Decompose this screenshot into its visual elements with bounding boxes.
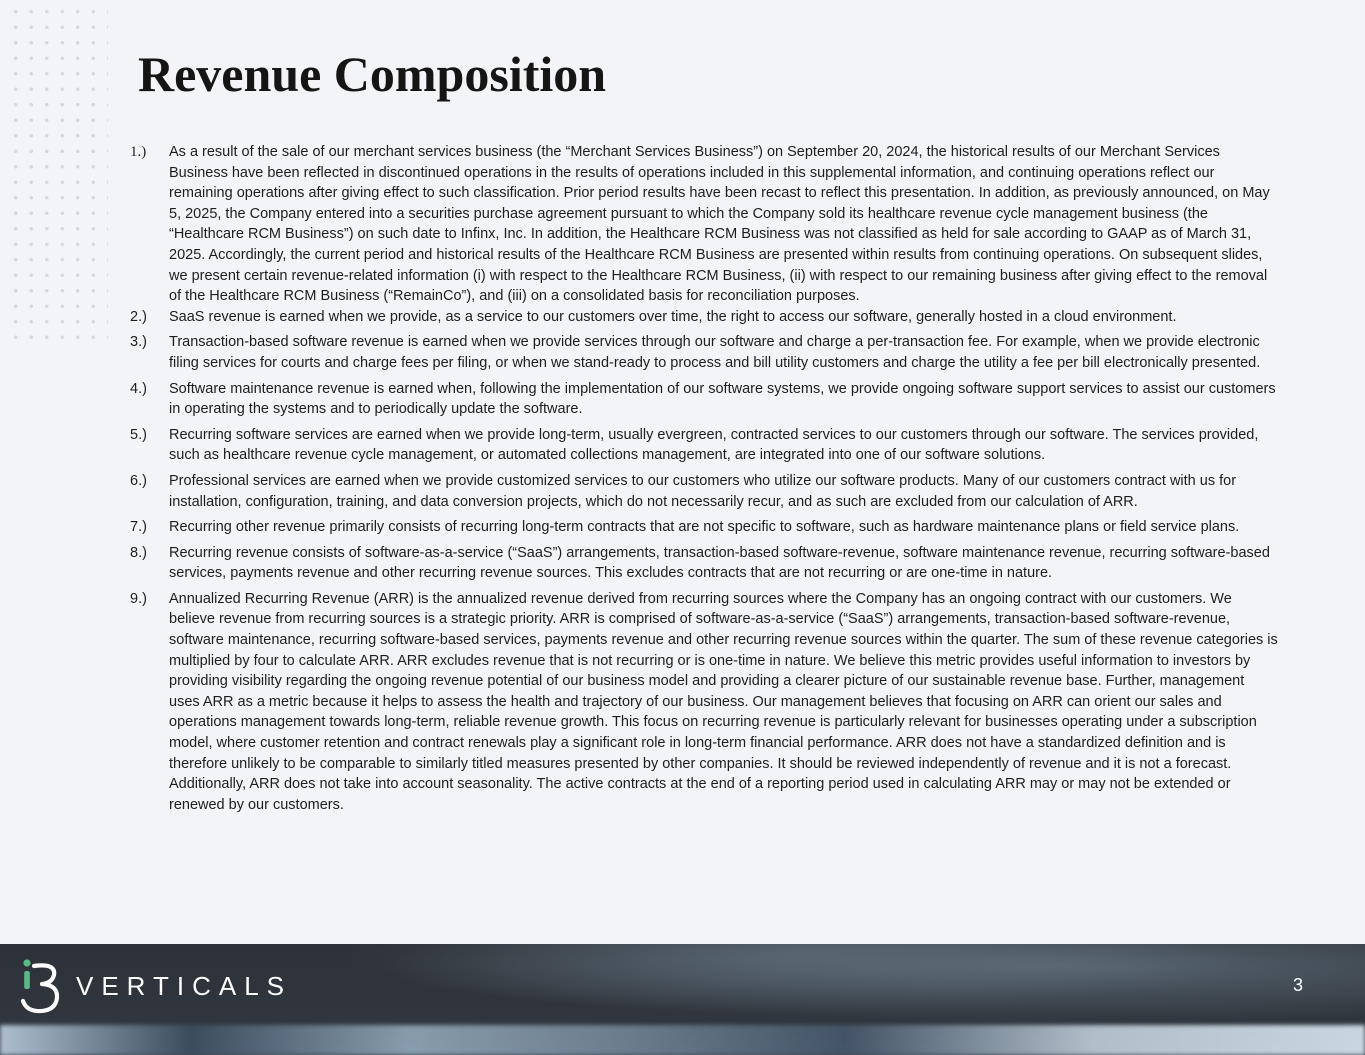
footnote-text: Recurring other revenue primarily consists of recurring long-term contracts that are not specific to software, such as hardware maintenance plans or field service plans.	[169, 519, 1240, 536]
decorative-dot-grid	[8, 4, 108, 344]
logo-wordmark: VERTICALS	[76, 970, 293, 1001]
slide-footer	[0, 944, 1365, 1055]
footnote-number: 2.)	[130, 308, 147, 325]
footnote-number: 1.)	[130, 144, 147, 160]
footnote-item	[130, 517, 1278, 538]
company-logo	[18, 957, 292, 1015]
footnote-text: Recurring revenue consists of software-as-a-service (“SaaS”) arrangements, transaction-based software-revenue, software maintenance revenue, recurring software-based services, payments revenue and other recurring revenue sources. This excludes contracts that are not recurring or are one-time in nature.	[169, 544, 1270, 582]
page-number: 3	[1292, 975, 1303, 995]
footnote-number: 4.)	[130, 380, 147, 397]
footnote-item	[130, 307, 1278, 328]
footnote-item	[130, 425, 1278, 466]
footnote-number: 9.)	[130, 590, 147, 607]
footnote-item	[130, 379, 1278, 420]
footnote-number: 6.)	[130, 472, 147, 489]
footnote-text: Software maintenance revenue is earned when, following the implementation of our software systems, we provide ongoing software support services to assist our customers in operating the systems and to periodically update the software.	[169, 380, 1276, 418]
footnote-text: Transaction-based software revenue is earned when we provide services through our software and charge a per-transaction fee. For example, when we provide electronic filing services for courts and charge fees per filing, or when we stand-ready to process and bill utility customers and charge the utility a fee per bill electronically presented.	[169, 334, 1261, 371]
footnote-text: Recurring software services are earned when we provide long-term, usually evergreen, contracted services to our customers through our software. The services provided, such as healthcare revenue cycle management, or automated collections management, are integrated into one of our software solutions.	[169, 426, 1259, 464]
footer-image-band	[0, 1025, 1365, 1055]
footnote-text: SaaS revenue is earned when we provide, as a service to our customers over time, the right to access our software, generally hosted in a cloud environment.	[169, 308, 1177, 325]
footnote-item	[130, 142, 1278, 307]
footnote-text: Professional services are earned when we provide customized services to our customers who utilize our software products. Many of our customers contract with us for installation, configuration, training, and data conversion projects, which do not necessarily recur, and as such are excluded from our calculation of ARR.	[169, 472, 1237, 510]
footnote-number: 3.)	[130, 334, 147, 351]
footnote-number: 5.)	[130, 426, 147, 443]
footnote-number: 8.)	[130, 544, 147, 561]
footnote-item	[130, 589, 1278, 816]
footnote-number: 7.)	[130, 519, 147, 536]
footnote-item	[130, 332, 1278, 373]
page-title: Revenue Composition	[138, 46, 607, 102]
footnote-item	[130, 471, 1278, 512]
footnote-text: As a result of the sale of our merchant services business (the “Merchant Services Business”) on September 20, 2024, the historical results of our Merchant Services Business have been reflected in discontinued operations in the results of operations included in this supplemental information, and continuing operations reflect our remaining operations after giving effect to such classification. Prior period results have been recast to reflect this presentation. In addition, as previously announced, on May 5, 2025, the Company entered into a securities purchase agreement pursuant to which the Company sold its healthcare revenue cycle management business (the “Healthcare RCM Business”) on such date to Infinx, Inc. In addition, the Healthcare RCM Business was not classified as held for sale according to GAAP as of March 31, 2025. Accordingly, the current period and historical results of the Healthcare RCM Business are presented within results from continuing operations. On subsequent slides, we present certain revenue-related information (i) with respect to the Healthcare RCM Business, (ii) with respect to our remaining business after giving effect to the removal of the Healthcare RCM Business (“RemainCo”), and (iii) on a consolidated basis for reconciliation purposes.	[169, 144, 1270, 305]
footnote-item	[130, 543, 1278, 584]
footnotes-list	[130, 142, 1278, 820]
footnote-text: Annualized Recurring Revenue (ARR) is the annualized revenue derived from recurring sources where the Company has an ongoing contract with our customers. We believe revenue from recurring sources is a strategic priority. ARR is comprised of software-as-a-service (“SaaS”) arrangements, transaction-based software-revenue, software maintenance, recurring software-based services, payments revenue and other recurring revenue sources within the quarter. The sum of these revenue categories is multiplied by four to calculate ARR. ARR excludes revenue that is not recurring or is one-time in nature. We believe this metric provides useful information to investors by providing visibility regarding the ongoing revenue potential of our business model and providing a clearer picture of our sustainable revenue base. Further, management uses ARR as a metric because it helps to assess the health and trajectory of our business. Our management believes that focusing on ARR can orient our sales and operations management towards long-term, reliable revenue growth. This focus on recurring revenue is particularly relevant for businesses operating under a subscription model, where customer retention and contract renewals play a significant role in long-term financial performance. ARR does not have a standardized definition and is therefore unlikely to be comparable to similarly titled measures presented by other companies. It should be reviewed independently of revenue and it is not a forecast. Additionally, ARR does not take into account seasonality. The active contracts at the end of a reporting period used in calculating ARR may or may not be extended or renewed by our customers.	[169, 590, 1278, 813]
logo-i3-icon	[18, 957, 66, 1015]
